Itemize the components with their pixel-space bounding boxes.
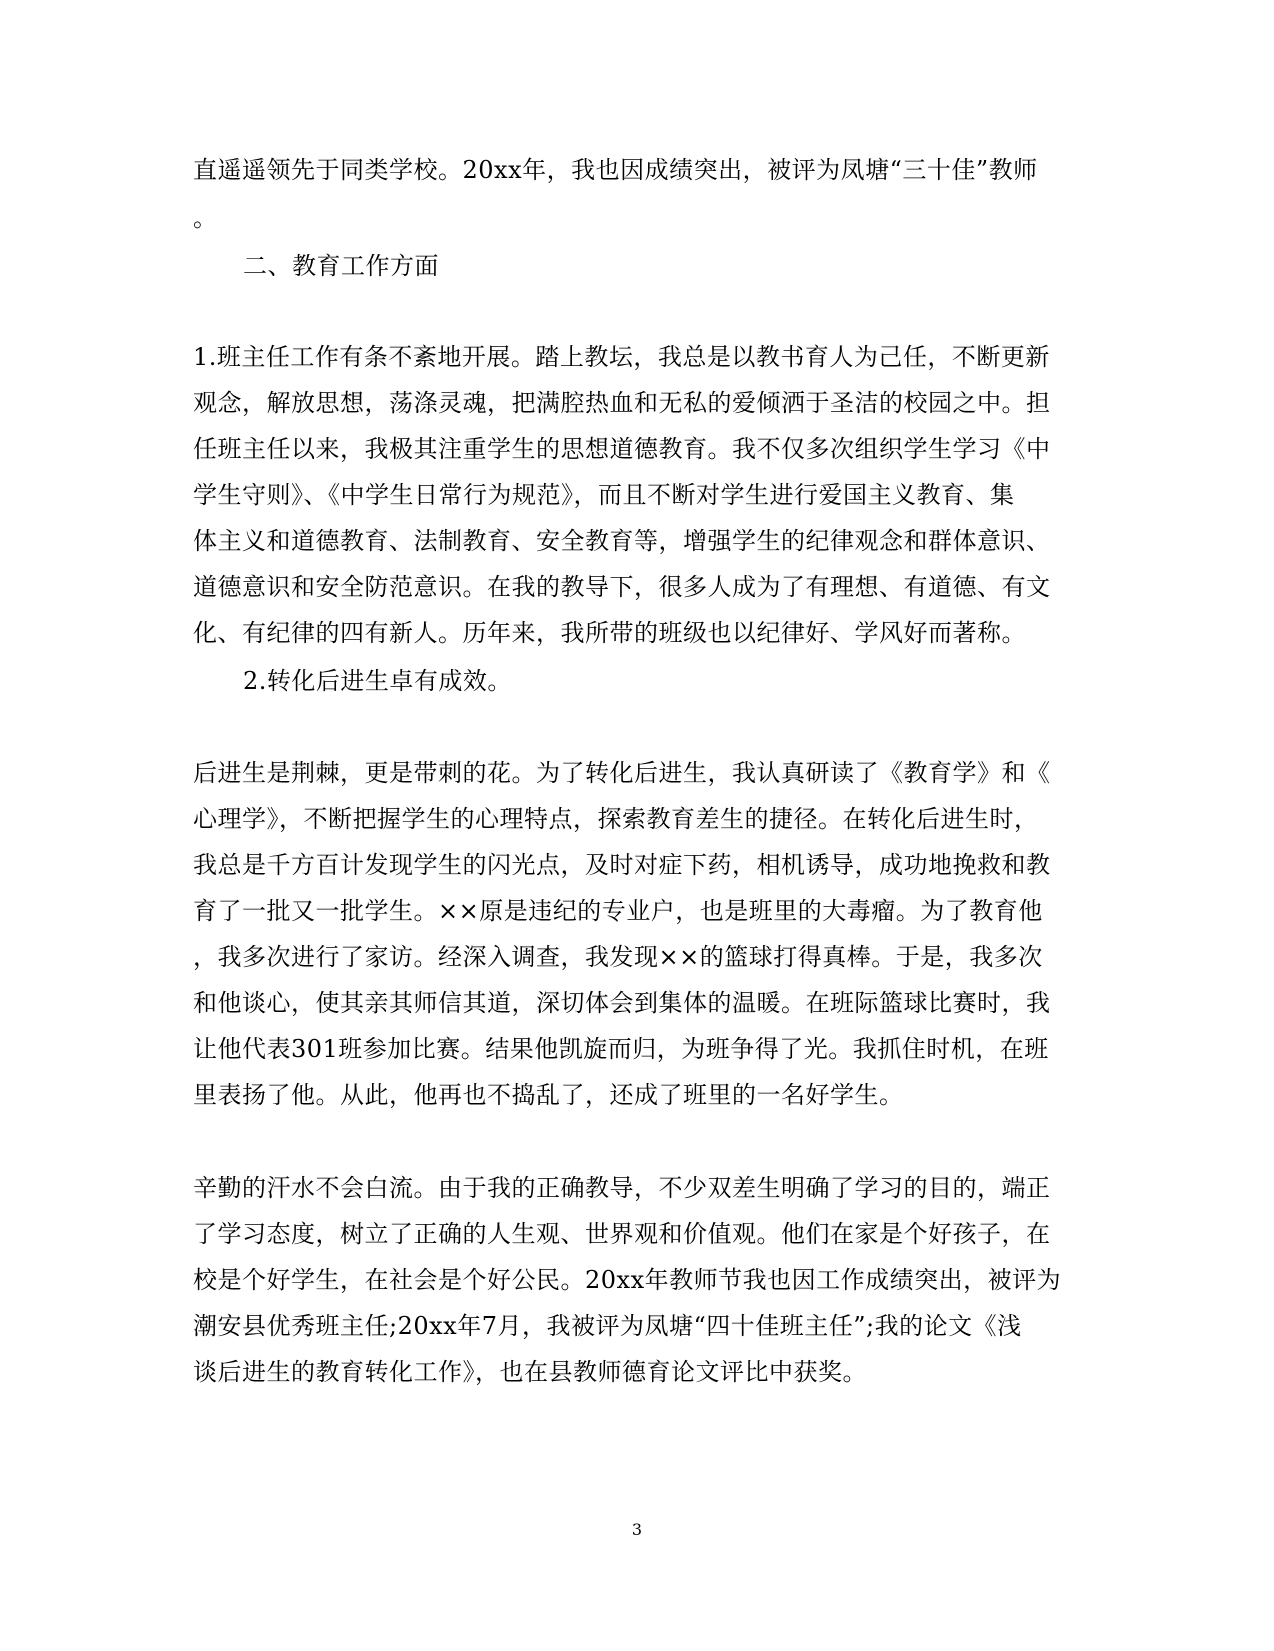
text-line: 校是个好学生，在社会是个好公民。20xx年教师节我也因工作成绩突出，被评为 <box>193 1266 1062 1294</box>
text-line: 1.班主任工作有条不紊地开展。踏上教坛，我总是以教书育人为己任，不断更新 <box>193 343 1050 371</box>
text-line: 辛勤的汗水不会白流。由于我的正确教导，不少双差生明确了学习的目的，端正 <box>193 1174 1051 1202</box>
text-line: 观念，解放思想，荡涤灵魂，把满腔热血和无私的爱倾洒于圣洁的校园之中。担 <box>193 389 1051 417</box>
text-line: 里表扬了他。从此，他再也不捣乱了，还成了班里的一名好学生。 <box>193 1081 904 1109</box>
text-line: 让他代表301班参加比赛。结果他凯旋而归，为班争得了光。我抓住时机，在班 <box>193 1035 1049 1063</box>
text-line: 谈后进生的教育转化工作》，也在县教师德育论文评比中获奖。 <box>193 1358 867 1386</box>
text-line: 任班主任以来，我极其注重学生的思想道德教育。我不仅多次组织学生学习《中 <box>193 435 1051 463</box>
text-line: 道德意识和安全防范意识。在我的教导下，很多人成为了有理想、有道德、有文 <box>193 573 1051 601</box>
text-line: 心理学》，不断把握学生的心理特点，探索教育差生的捷径。在转化后进生时， <box>193 805 1039 833</box>
text-line: ，我多次进行了家访。经深入调查，我发现××的篮球打得真棒。于是，我多次 <box>193 943 1043 971</box>
text-line: 后进生是荆棘，更是带刺的花。为了转化后进生，我认真研读了《教育学》和《 <box>193 759 1051 787</box>
text-line: 和他谈心，使其亲其师信其道，深切体会到集体的温暖。在班际篮球比赛时，我 <box>193 989 1051 1017</box>
text-line: 化、有纪律的四有新人。历年来，我所带的班级也以纪律好、学风好而著称。 <box>193 619 1026 647</box>
text-line: 了学习态度，树立了正确的人生观、世界观和价值观。他们在家是个好孩子，在 <box>193 1220 1051 1248</box>
text-line: 我总是千方百计发现学生的闪光点，及时对症下药，相机诱导，成功地挽救和教 <box>193 851 1051 879</box>
text-line: 体主义和道德教育、法制教育、安全教育等，增强学生的纪律观念和群体意识、 <box>193 527 1051 555</box>
text-line: 。 <box>193 204 218 232</box>
text-line: 直遥遥领先于同类学校。20xx年，我也因成绩突出，被评为凤塘“三十佳”教师 <box>193 156 1038 184</box>
text-line: 育了一批又一批学生。××原是违纪的专业户，也是班里的大毒瘤。为了教育他 <box>193 897 1043 925</box>
page-number: 3 <box>631 1520 643 1539</box>
subheading: 2.转化后进生卓有成效。 <box>243 667 512 695</box>
text-line: 潮安县优秀班主任;20xx年7月，我被评为凤塘“四十佳班主任”;我的论文《浅 <box>193 1312 1022 1340</box>
text-line: 学生守则》、《中学生日常行为规范》，而且不断对学生进行爱国主义教育、集 <box>193 481 1015 509</box>
section-heading: 二、教育工作方面 <box>243 252 439 280</box>
